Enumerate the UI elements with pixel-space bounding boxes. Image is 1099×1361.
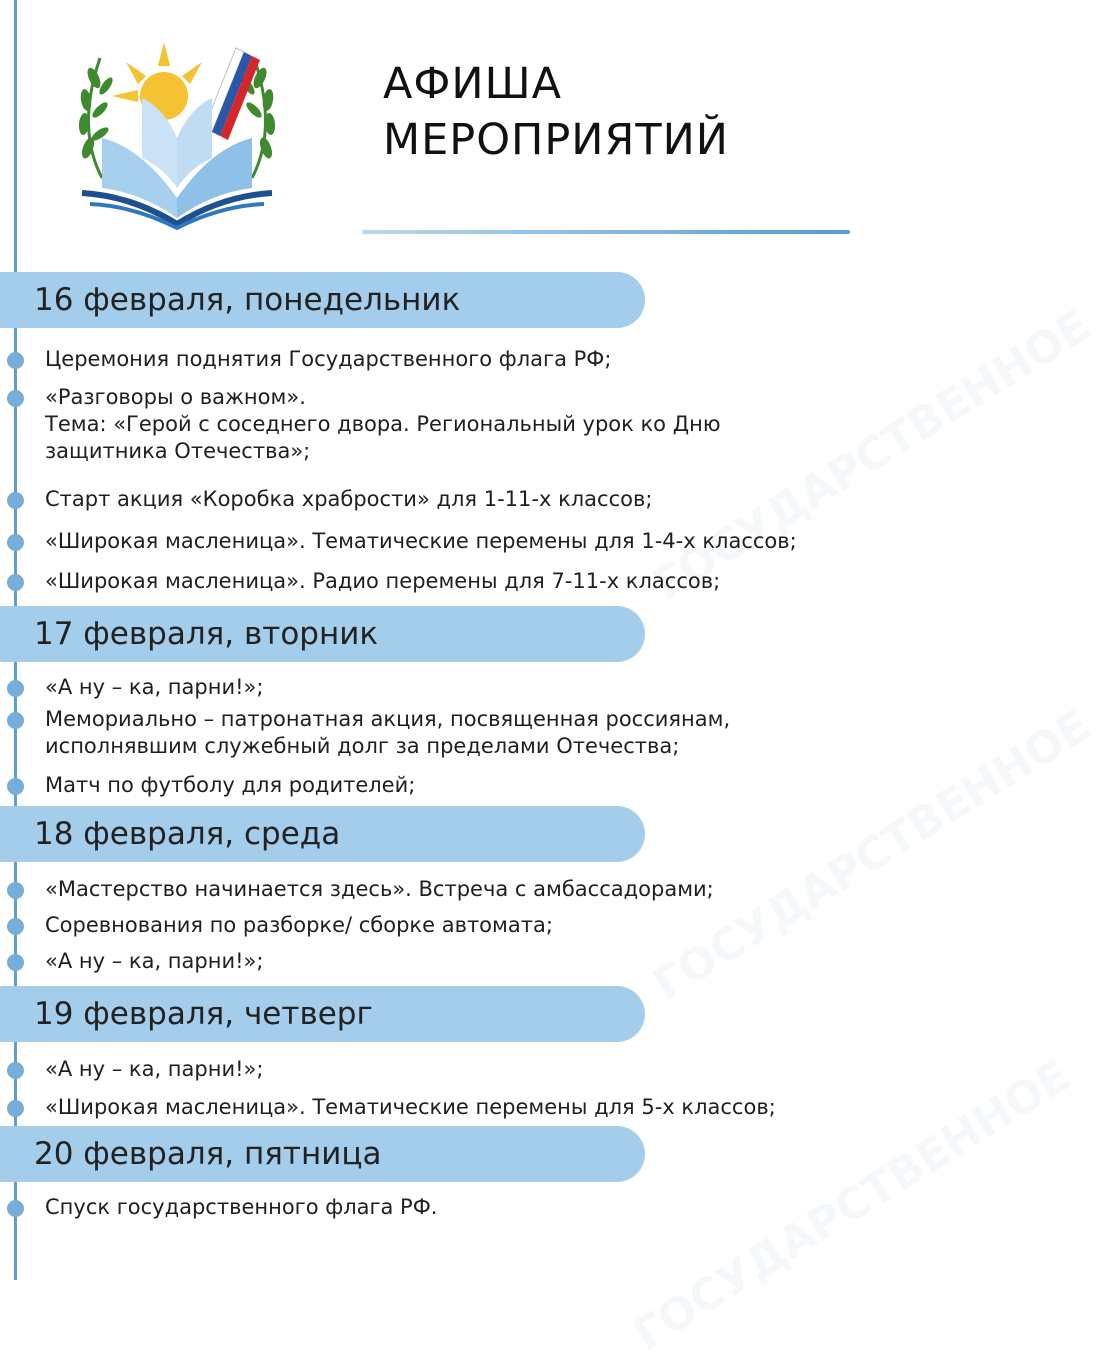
event-item <box>45 706 845 760</box>
event-item <box>45 1056 845 1083</box>
event-line: Старт акция «Коробка храбрости» для 1-11-х классов; <box>45 487 653 511</box>
day-label: 19 февраля, четверг <box>34 996 373 1032</box>
event-item <box>45 674 845 701</box>
bullet-icon <box>7 954 24 971</box>
event-item <box>45 1194 845 1221</box>
bullet-icon <box>7 918 24 935</box>
title-divider <box>362 230 850 234</box>
event-item <box>45 384 845 465</box>
event-line: «Широкая масленица». Радио перемены для 7-11-х классов; <box>45 569 721 593</box>
event-item <box>45 1094 845 1121</box>
bullet-icon <box>7 778 24 795</box>
school-book-logo-icon <box>72 28 282 228</box>
bullet-icon <box>7 574 24 591</box>
day-header <box>0 986 645 1042</box>
event-line: «Мастерство начинается здесь». Встреча с амбассадорами; <box>45 877 714 901</box>
page-title <box>383 56 729 168</box>
day-label: 16 февраля, понедельник <box>34 282 461 318</box>
bullet-icon <box>7 712 24 729</box>
bullet-icon <box>7 352 24 369</box>
day-header <box>0 606 645 662</box>
event-line: «А ну – ка, парни!»; <box>45 1057 264 1081</box>
watermark-text: ГОСУДАРСТВЕННОЕ <box>624 1050 1080 1361</box>
event-line: защитника Отечества»; <box>45 439 311 463</box>
bullet-icon <box>7 390 24 407</box>
event-item <box>45 948 845 975</box>
bullet-icon <box>7 534 24 551</box>
watermark-text: ГОСУДАРСТВЕННОЕ <box>644 300 1099 611</box>
event-item <box>45 568 845 595</box>
watermark-text: ГОСУДАРСТВЕННОЕ <box>644 700 1099 1011</box>
bullet-icon <box>7 492 24 509</box>
event-line: «А ну – ка, парни!»; <box>45 949 264 973</box>
event-item <box>45 876 845 903</box>
event-line: «Широкая масленица». Тематические перемены для 1-4-х классов; <box>45 529 797 553</box>
event-line: «Разговоры о важном». <box>45 385 306 409</box>
event-line: Матч по футболу для родителей; <box>45 773 416 797</box>
event-line: Мемориально – патронатная акция, посвященная россиянам, <box>45 707 731 731</box>
event-item <box>45 912 845 939</box>
event-line: «А ну – ка, парни!»; <box>45 675 264 699</box>
event-line: исполнявшим служебный долг за пределами Отечества; <box>45 734 680 758</box>
event-item <box>45 528 845 555</box>
bullet-icon <box>7 1100 24 1117</box>
event-line: Спуск государственного флага РФ. <box>45 1195 438 1219</box>
day-header <box>0 272 645 328</box>
day-header <box>0 806 645 862</box>
day-label: 17 февраля, вторник <box>34 616 379 652</box>
title-line-1: АФИША <box>383 59 562 109</box>
day-label: 18 февраля, среда <box>34 816 341 852</box>
event-line: Соревнования по разборке/ сборке автомата; <box>45 913 553 937</box>
event-item <box>45 346 845 373</box>
bullet-icon <box>7 882 24 899</box>
bullet-icon <box>7 1062 24 1079</box>
event-line: Церемония поднятия Государственного флага РФ; <box>45 347 612 371</box>
bullet-icon <box>7 1200 24 1217</box>
day-label: 20 февраля, пятница <box>34 1136 382 1172</box>
event-item <box>45 486 845 513</box>
bullet-icon <box>7 680 24 697</box>
event-line: «Широкая масленица». Тематические перемены для 5-х классов; <box>45 1095 776 1119</box>
event-item <box>45 772 845 799</box>
day-header <box>0 1126 645 1182</box>
event-line: Тема: «Герой с соседнего двора. Региональный урок ко Дню <box>45 412 721 436</box>
title-line-2: МЕРОПРИЯТИЙ <box>383 115 729 165</box>
